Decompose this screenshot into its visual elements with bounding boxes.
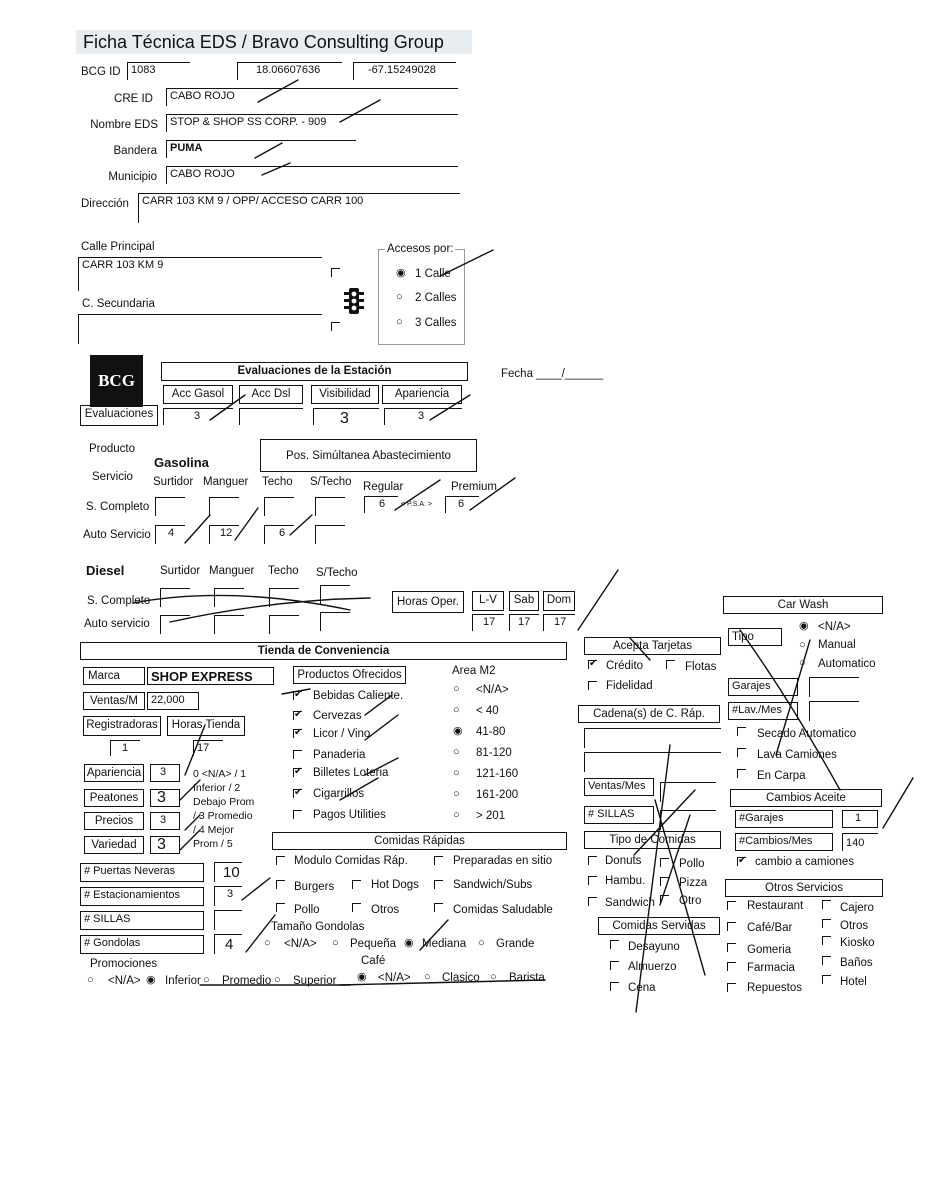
otros-right-checkbox-1[interactable] [822,919,831,928]
cambios-mes-value[interactable]: 140 [842,833,878,851]
tamano-option-1: Pequeña [350,938,397,950]
producto-label: Producto [89,443,136,455]
gas-stecho-col: S/Techo [310,476,352,488]
direccion-label: Dirección [81,198,129,210]
acc-gasol-value[interactable]: 3 [163,408,233,425]
gas-sc-stecho[interactable] [315,497,345,516]
scale-0: 0 <N/A> / 1 [193,768,247,780]
tipo-label-3: Pizza [679,877,708,889]
servida-label-2: Cena [628,982,656,994]
nombre-eds-field[interactable]: STOP & SHOP SS CORP. - 909 [166,114,458,132]
calle-principal-checkbox[interactable] [331,268,340,277]
comida-label-7: Comidas Saludable [453,904,553,916]
psa-label: < P.S.A. > [401,501,433,508]
servida-checkbox-2[interactable] [610,982,619,991]
producto-label-1: Cervezas [313,710,362,722]
dsl-sc-techo[interactable] [269,588,299,607]
flotas-label: Flotas [685,661,717,673]
accesos-label: Accesos por: [387,243,454,255]
gas-sc-surtidor[interactable] [155,497,185,516]
fidelidad-checkbox[interactable] [588,681,597,690]
bandera-field[interactable]: PUMA [166,140,356,158]
traffic-light-icon [343,287,365,315]
scale-3: / 3 Promedio [193,810,253,822]
gas-techo-col: Techo [262,476,293,488]
dsl-as-manguer[interactable] [214,615,244,634]
otros-left-checkbox-1[interactable] [727,922,736,931]
area-option-6: > 201 [476,810,506,822]
gas-auto-servicio-label: Auto Servicio [83,529,151,541]
aceite-garajes-value[interactable]: 1 [842,810,878,828]
dsl-sc-stecho[interactable] [320,585,350,604]
bandera-label: Bandera [113,145,157,157]
tamano-radio-3[interactable]: ○ [478,937,485,949]
cambios-aceite-header: Cambios Aceite [730,789,882,807]
carwash-garajes-field[interactable] [809,677,859,697]
servida-checkbox-0[interactable] [610,940,619,949]
scale-2: Debajo Prom [193,796,255,808]
gondolas-value[interactable]: 4 [214,934,242,954]
acc-dsl-header: Acc Dsl [239,385,303,404]
registradoras-value[interactable]: 1 [110,740,140,756]
marca-label: Marca [83,667,145,685]
tamano-option-3: Grande [496,938,535,950]
scale-5: Prom / 5 [193,838,233,850]
servida-label-0: Desayuno [628,941,680,953]
area-radio-3[interactable]: ○ [453,746,460,758]
otros-right-label-4: Hotel [840,976,867,988]
estacionamientos-label: # Estacionamientos [80,887,204,906]
carwash-radio-2[interactable]: ○ [799,657,806,669]
producto-label-3: Panaderia [313,749,366,761]
comidas-rapidas-header: Comidas Rápidas [272,832,567,850]
dsl-techo-col: Techo [268,565,299,577]
car-wash-header: Car Wash [723,596,883,614]
comida-checkbox-5[interactable] [276,903,285,912]
servicio-label: Servicio [92,471,133,483]
accesos-option-2: 2 Calles [415,292,457,304]
cafe-label: Café [361,955,386,967]
lava-camiones-label: Lava Camiones [757,749,837,761]
fecha-label: Fecha [501,368,533,380]
bcg-id-label: BCG ID [81,66,121,78]
tamano-option-0: <N/A> [284,938,317,950]
promo-radio-1[interactable]: ◉ [146,974,156,986]
page-title: Ficha Técnica EDS / Bravo Consulting Group [76,30,472,54]
promo-radio-2[interactable]: ○ [203,974,210,986]
premium-label: Premium [451,481,498,493]
otros-right-label-0: Cajero [840,902,874,914]
cadena-field-2[interactable] [584,752,721,772]
fidelidad-label: Fidelidad [606,680,653,692]
carwash-garajes-label: Garajes [728,678,798,696]
otros-right-checkbox-2[interactable] [822,936,831,945]
diesel-title: Diesel [86,563,125,578]
acc-gasol-header: Acc Gasol [163,385,233,404]
otros-left-label-4: Repuestos [747,982,802,994]
carwash-radio-1[interactable]: ○ [799,639,806,651]
horas-tienda-label: Horas Tienda [167,716,245,736]
promo-radio-0[interactable]: ○ [87,974,94,986]
precios-rating-value[interactable]: 3 [150,812,180,830]
promo-option-1: Inferior [165,975,201,987]
cre-id-label: CRE ID [114,93,153,105]
dom-header: Dom [543,591,575,611]
sillas-value[interactable] [214,910,242,930]
comida-label-5: Pollo [294,904,320,916]
peatones-rating-value[interactable]: 3 [150,789,180,807]
regular-label: Regular [363,481,404,493]
latitude-field[interactable]: 18.06607636 [237,62,342,80]
tipo-label-2: Hambu. [605,875,646,887]
tamano-radio-2[interactable]: ◉ [404,937,414,949]
ventas-mes-field[interactable] [660,782,716,802]
otros-left-checkbox-3[interactable] [727,962,736,971]
area-option-3: 81-120 [476,747,512,759]
lv-header: L-V [472,591,504,611]
carwash-option-0: <N/A> [818,621,851,633]
dsl-as-techo[interactable] [269,615,299,634]
servida-label-1: Almuerzo [628,961,677,973]
tipo-comidas-header: Tipo de Comidas [584,831,721,849]
producto-checkbox-4[interactable] [293,768,302,777]
area-radio-6[interactable]: ○ [453,809,460,821]
variedad-rating-value[interactable]: 3 [150,836,180,854]
accesos-option-1: 1 Calle [415,268,451,280]
cafe-radio-1[interactable]: ○ [424,971,431,983]
area-option-1: < 40 [476,705,499,717]
horas-tienda-value[interactable]: 17 [193,740,223,756]
ventas-mes-label: Ventas/Mes [584,778,654,796]
ventas-label: Ventas/M [83,692,145,710]
gas-surtidor-col: Surtidor [153,476,194,488]
accesos-radio-1[interactable]: ◉ [396,267,406,279]
cambios-mes-label: #Cambios/Mes [735,833,833,851]
producto-label-0: Bebidas Caliente. [313,690,404,702]
lv-value[interactable]: 17 [472,614,504,631]
gas-as-manguer[interactable]: 12 [209,525,239,544]
dsl-sc-manguer[interactable] [214,588,244,607]
carwash-radio-0[interactable]: ◉ [799,620,809,632]
fecha-field[interactable]: ____/______ [536,368,604,380]
bcg-id-field[interactable]: 1083 [127,62,190,80]
gas-premium-value[interactable]: 6 [445,496,479,513]
secado-checkbox[interactable] [737,727,746,736]
cafe-option-2: Barista [509,972,545,984]
tipo-label-1: Pollo [679,858,705,870]
otros-right-checkbox-4[interactable] [822,975,831,984]
calle-secundaria-field[interactable] [78,314,322,344]
tienda-header: Tienda de Conveniencia [80,642,567,660]
cafe-option-1: Clasico [442,972,480,984]
acepta-tarjetas-header: Acepta Tarjetas [584,637,721,655]
accesos-radio-3[interactable]: ○ [396,316,403,328]
tamano-gondolas-label: Tamaño Gondolas [271,921,365,933]
producto-checkbox-3[interactable] [293,750,302,759]
municipio-field[interactable]: CABO ROJO [166,166,458,184]
producto-label-5: Cigarrillos [313,788,365,800]
apariencia-header: Apariencia [382,385,462,404]
otros-right-checkbox-3[interactable] [822,956,831,965]
lav-mes-field[interactable] [809,701,859,721]
area-option-0: <N/A> [476,684,509,696]
dsl-manguer-col: Manguer [209,565,255,577]
evaluaciones-header: Evaluaciones de la Estación [161,362,468,381]
visibilidad-header: Visibilidad [311,385,379,404]
bcg-logo: BCG [90,355,143,407]
comida-checkbox-3[interactable] [352,880,361,889]
puertas-value[interactable]: 10 [214,862,242,882]
visibilidad-value[interactable]: 3 [313,408,379,425]
area-radio-1[interactable]: ○ [453,704,460,716]
variedad-rating-label: Variedad [84,836,144,854]
ventas-field[interactable]: 22,000 [147,692,199,710]
dsl-surtidor-col: Surtidor [160,565,201,577]
precios-rating-label: Precios [84,812,144,830]
scale-4: / 4 Mejor [193,824,234,836]
dsl-sc-surtidor[interactable] [160,588,190,607]
tipo-checkbox-0[interactable] [588,856,597,865]
tipo-checkbox-1[interactable] [660,858,669,867]
tipo-label-5: Otro [679,895,702,907]
area-radio-5[interactable]: ○ [453,788,460,800]
en-carpa-checkbox[interactable] [737,769,746,778]
cafe-option-0: <N/A> [378,972,411,984]
otros-right-label-3: Baños [840,957,873,969]
comida-checkbox-7[interactable] [434,903,443,912]
otros-left-label-3: Farmacia [747,962,795,974]
promo-option-3: Superior [293,975,337,987]
tamano-option-2: Mediana [422,938,467,950]
dsl-stecho-col: S/Techo [316,567,358,579]
producto-checkbox-0[interactable] [293,691,302,700]
estacionamientos-value[interactable]: 3 [214,886,242,906]
promo-radio-3[interactable]: ○ [274,974,281,986]
aceite-garajes-label: #Garajes [735,810,833,828]
area-option-2: 41-80 [476,726,506,738]
tipo-checkbox-3[interactable] [660,877,669,886]
gas-as-techo[interactable]: 6 [264,525,294,544]
otros-right-checkbox-0[interactable] [822,900,831,909]
direccion-field[interactable]: CARR 103 KM 9 / OPP/ ACCESO CARR 100 [138,193,460,223]
otros-left-checkbox-0[interactable] [727,901,736,910]
cafe-radio-2[interactable]: ○ [490,971,497,983]
carwash-option-1: Manual [818,639,856,651]
gondolas-label: # Gondolas [80,935,204,954]
apariencia-rating-value[interactable]: 3 [150,764,180,782]
cafe-radio-0[interactable]: ◉ [357,971,367,983]
tamano-radio-0[interactable]: ○ [264,937,271,949]
sillas-tc-label: # SILLAS [584,806,654,824]
dom-value[interactable]: 17 [543,614,575,631]
sillas-label: # SILLAS [80,911,204,930]
peatones-rating-label: Peatones [84,789,144,807]
calle-secundaria-label: C. Secundaria [82,298,155,310]
servida-checkbox-1[interactable] [610,961,619,970]
dsl-auto-servicio-label: Auto servicio [84,618,150,630]
lav-mes-label: #Lav./Mes [728,702,798,720]
comida-checkbox-6[interactable] [352,903,361,912]
credito-label: Crédito [606,660,644,672]
comida-checkbox-1[interactable] [434,856,443,865]
sab-value[interactable]: 17 [509,614,539,631]
calle-principal-field[interactable]: CARR 103 KM 9 [78,257,322,291]
area-radio-0[interactable]: ○ [453,683,460,695]
dsl-as-surtidor[interactable] [160,615,190,634]
en-carpa-label: En Carpa [757,770,806,782]
sab-header: Sab [509,591,539,611]
producto-label-6: Pagos Utilities [313,809,386,821]
horas-oper-header: Horas Oper. [392,591,464,613]
otros-left-label-2: Gomeria [747,944,792,956]
gas-s-completo-label: S. Completo [86,501,150,513]
accesos-radio-2[interactable]: ○ [396,291,403,303]
producto-checkbox-5[interactable] [293,789,302,798]
municipio-label: Municipio [108,171,157,183]
promociones-label: Promociones [90,958,158,970]
scale-1: Inferior / 2 [193,782,241,794]
cambio-camiones-checkbox[interactable] [737,857,746,866]
gas-as-stecho[interactable] [315,525,345,544]
cambio-camiones-label: cambio a camiones [755,856,855,868]
cadena-field-1[interactable] [584,728,721,748]
otros-right-label-2: Kiosko [840,937,875,949]
gas-as-surtidor[interactable]: 4 [155,525,185,544]
area-option-5: 161-200 [476,789,519,801]
area-option-4: 121-160 [476,768,519,780]
calle-secundaria-checkbox[interactable] [331,322,340,331]
area-radio-4[interactable]: ○ [453,767,460,779]
comida-checkbox-2[interactable] [276,880,285,889]
otros-servicios-header: Otros Servicios [725,879,883,897]
comida-checkbox-0[interactable] [276,856,285,865]
gasolina-title: Gasolina [154,455,209,470]
comidas-servidas-header: Comidas Servidas [598,917,720,935]
acc-dsl-value[interactable] [239,408,303,425]
nombre-eds-label: Nombre EDS [90,119,158,131]
evaluaciones-button[interactable]: Evaluaciones [80,405,158,426]
registradoras-label: Registradoras [83,716,161,736]
sillas-tc-field[interactable] [660,810,716,830]
producto-label-2: Licor / Vino [313,728,371,740]
otros-left-label-1: Café/Bar [747,922,793,934]
lava-camiones-checkbox[interactable] [737,748,746,757]
longitude-field[interactable]: -67.15249028 [353,62,456,80]
area-radio-2[interactable]: ◉ [453,725,463,737]
comida-label-3: Hot Dogs [371,879,419,891]
gas-manguer-col: Manguer [203,476,249,488]
accesos-option-3: 3 Calles [415,317,457,329]
comida-label-0: Modulo Comidas Ráp. [294,855,408,867]
otros-left-checkbox-4[interactable] [727,983,736,992]
tipo-checkbox-2[interactable] [588,876,597,885]
comida-label-4: Sandwich/Subs [453,879,533,891]
cadena-header: Cadena(s) de C. Ráp. [578,705,720,723]
otros-right-label-1: Otros [840,920,869,932]
otros-left-checkbox-2[interactable] [727,943,736,952]
carwash-tipo-label: Tipo [728,628,782,646]
comida-label-2: Burgers [294,881,335,893]
carwash-option-2: Automatico [818,658,876,670]
tamano-radio-1[interactable]: ○ [332,937,339,949]
tipo-checkbox-5[interactable] [660,895,669,904]
otros-left-label-0: Restaurant [747,900,804,912]
producto-checkbox-2[interactable] [293,729,302,738]
gas-sc-techo[interactable] [264,497,294,516]
dsl-s-completo-label: S. Completo [87,595,151,607]
tipo-checkbox-4[interactable] [588,897,597,906]
cre-id-field[interactable]: CABO ROJO [166,88,458,106]
pos-simultanea-header: Pos. Simúltanea Abastecimiento [260,439,477,472]
gas-regular-value[interactable]: 6 [364,496,398,513]
dsl-as-stecho[interactable] [320,612,350,631]
apariencia-value[interactable]: 3 [384,408,462,425]
calle-principal-label: Calle Principal [81,241,155,253]
tipo-label-0: Donuts [605,855,642,867]
area-label: Area M2 [452,665,496,677]
gas-sc-manguer[interactable] [209,497,239,516]
comida-label-6: Otros [371,904,400,916]
flotas-checkbox[interactable] [666,660,675,669]
marca-field[interactable]: SHOP EXPRESS [147,667,274,685]
promo-option-0: <N/A> [108,975,141,987]
promo-option-2: Promedio [222,975,272,987]
productos-header: Productos Ofrecidos [293,666,406,684]
apariencia-rating-label: Apariencia [84,764,144,782]
tipo-label-4: Sandwich [605,897,655,909]
secado-label: Secado Automatico [757,728,857,740]
puertas-label: # Puertas Neveras [80,863,204,882]
comida-label-1: Preparadas en sitio [453,855,553,867]
producto-checkbox-6[interactable] [293,810,302,819]
credito-checkbox[interactable] [588,660,597,669]
producto-checkbox-1[interactable] [293,711,302,720]
producto-label-4: Billetes Loteria [313,767,389,779]
comida-checkbox-4[interactable] [434,880,443,889]
